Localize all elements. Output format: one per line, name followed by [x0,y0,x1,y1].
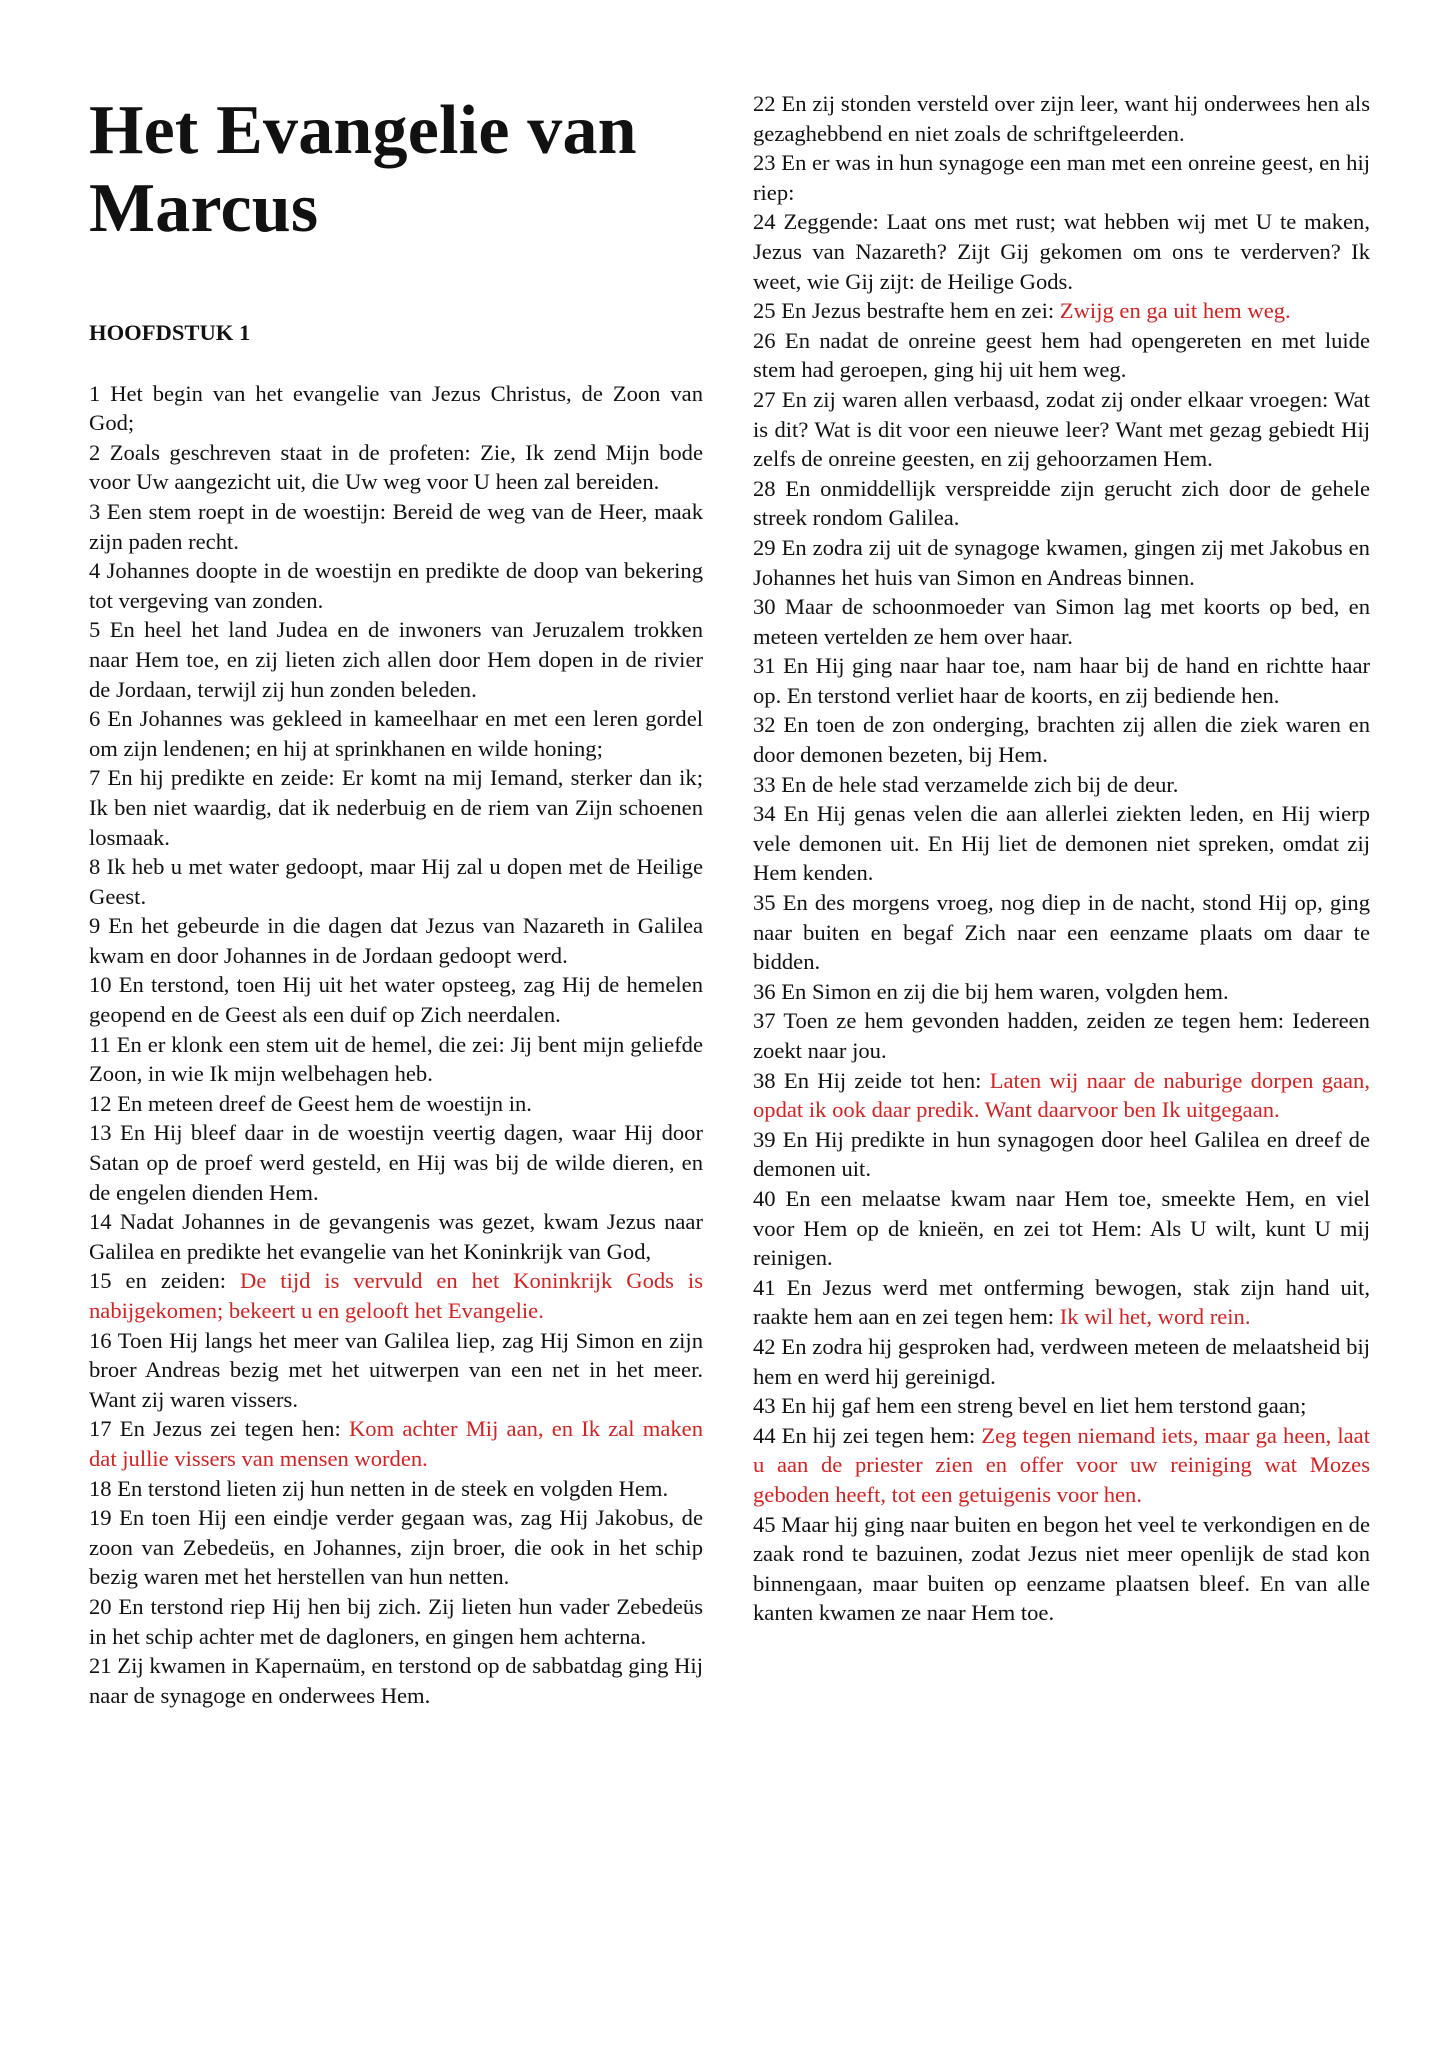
verse-number: 37 [753,1008,776,1034]
verse-text: Maar de schoonmoeder van Simon lag met koorts op bed, en meteen vertelden ze hem over haar. [753,594,1370,649]
verse-text: Toen ze hem gevonden hadden, zeiden ze tegen hem: Iedereen zoekt naar jou. [753,1008,1370,1063]
verse-text: Ik heb u met water gedoopt, maar Hij zal u dopen met de Heilige Geest. [89,854,703,909]
verse-number: 1 [89,380,101,406]
verse-text: En Simon en zij die bij hem waren, volgden hem. [781,978,1229,1004]
verse-number: 29 [753,534,776,560]
verse-23 [753,148,1370,207]
verse-44 [753,1421,1370,1510]
verse-number: 18 [89,1475,112,1501]
verse-number: 14 [89,1209,112,1235]
verse-number: 17 [89,1416,112,1442]
verse-22 [753,89,1370,148]
verse-text: En zij stonden versteld over zijn leer, want hij onderwees hen als gezaghebbend en niet zoals de schriftgeleerden. [753,91,1370,146]
verse-3 [89,497,703,556]
verse-number: 27 [753,386,776,412]
verse-text: Zoals geschreven staat in de profeten: Zie, Ik zend Mijn bode voor Uw aangezicht uit, die Uw weg voor U heen zal bereiden. [89,439,703,495]
verse-24 [753,207,1370,296]
verse-16 [89,1326,703,1415]
verse-10 [89,970,703,1029]
verse-2 [89,438,703,497]
verse-number: 2 [89,439,101,465]
verse-number: 26 [753,327,776,353]
verse-number: 39 [753,1126,776,1152]
verse-text: En terstond lieten zij hun netten in de steek en volgden Hem. [117,1475,669,1501]
verse-number: 38 [753,1067,776,1093]
verse-text: en zeiden: [125,1268,240,1294]
verse-number: 35 [753,890,776,916]
verse-text: En hij zei tegen hem: [781,1422,982,1448]
verse-21 [89,1651,703,1710]
verse-31 [753,651,1370,710]
verse-8 [89,852,703,911]
verse-text: En nadat de onreine geest hem had opengereten en met luide stem had geroepen, ging hij uit hem weg. [753,327,1370,383]
verse-number: 42 [753,1333,776,1359]
verse-text: En Hij bleef daar in de woestijn veertig dagen, waar Hij door Satan op de proef werd gesteld, en Hij was bij de wilde dieren, en de engelen dienden Hem. [89,1120,703,1205]
verse-number: 22 [753,91,776,116]
verse-text: En Jezus bestrafte hem en zei: [781,298,1060,324]
verse-28 [753,474,1370,533]
verse-number: 5 [89,617,101,643]
verse-number: 24 [753,209,776,235]
verse-12 [89,1089,703,1119]
verse-text: Nadat Johannes in de gevangenis was gezet, kwam Jezus naar Galilea en predikte het evangelie van het Koninkrijk van God, [89,1209,703,1264]
verse-34 [753,799,1370,888]
verse-number: 12 [89,1090,112,1116]
verse-11 [89,1030,703,1089]
verse-number: 3 [89,498,101,524]
verse-text: En hij predikte en zeide: Er komt na mij Iemand, sterker dan ik; Ik ben niet waardig, dat ik nederbuig en de riem van Zijn schoenen losmaak. [89,765,703,850]
chapter-heading: HOOFDSTUK 1 [89,320,251,345]
verse-text: En toen de zon onderging, brachten zij allen die ziek waren en door demonen bezeten, bij Hem. [753,712,1370,768]
verse-list-right [753,89,1370,1628]
verse-13 [89,1118,703,1207]
verse-7 [89,763,703,852]
verse-4 [89,556,703,615]
verse-number: 13 [89,1120,112,1146]
verse-42 [753,1332,1370,1391]
right-column [753,89,1370,1628]
verse-33 [753,770,1370,800]
verse-45 [753,1510,1370,1628]
verse-number: 45 [753,1511,776,1537]
verse-number: 32 [753,712,776,738]
verse-number: 41 [753,1274,776,1300]
verse-text: En zij waren allen verbaasd, zodat zij onder elkaar vroegen: Wat is dit? Wat is dit voor een nieuwe leer? Want met gezag gebiedt Hij zelfs de onreine geesten, en zij gehoorzamen Hem. [753,386,1370,472]
verse-18 [89,1474,703,1504]
verse-6 [89,704,703,763]
verse-27 [753,385,1370,474]
verse-text: En de hele stad verzamelde zich bij de deur. [781,771,1179,797]
verse-text: En er klonk een stem uit de hemel, die zei: Jij bent mijn geliefde Zoon, in wie Ik mijn welbehagen heb. [89,1031,703,1087]
verse-number: 7 [89,765,101,791]
verse-number: 44 [753,1422,776,1448]
verse-5 [89,615,703,704]
verse-38 [753,1066,1370,1125]
verse-number: 23 [753,150,776,176]
verse-14 [89,1207,703,1266]
verse-text: En zodra hij gesproken had, verdween meteen de melaatsheid bij hem en werd hij gereinigd. [753,1333,1371,1389]
verse-number: 4 [89,558,101,584]
words-of-jesus: Kom achter Mij aan, en Ik zal maken dat jullie vissers van mensen worden. [89,1416,703,1471]
verse-text: En Hij zeide tot hen: [783,1067,990,1093]
verse-number: 19 [89,1505,112,1531]
verse-43 [753,1391,1370,1421]
verse-number: 31 [753,653,776,679]
verse-text: Maar hij ging naar buiten en begon het veel te verkondigen en de zaak rond te bazuinen, zodat Jezus niet meer openlijk de stad kon binnengaan, maar buiten op eenzame plaatsen bleef. En van alle kanten kwamen ze naar Hem toe. [753,1511,1370,1626]
verse-29 [753,533,1370,592]
verse-text: En toen Hij een eindje verder gegaan was, zag Hij Jakobus, de zoon van Zebedeüs, en Johannes, zijn broer, die ook in het schip bezig waren met het herstellen van hun netten. [89,1505,703,1590]
verse-text: En des morgens vroeg, nog diep in de nacht, stond Hij op, ging naar buiten en begaf Zich naar een eenzame plaats om daar te bidden. [753,890,1370,975]
verse-40 [753,1184,1370,1273]
words-of-jesus: Zwijg en ga uit hem weg. [1059,298,1291,324]
words-of-jesus: De tijd is vervuld en het Koninkrijk Gods is nabijgekomen; bekeert u en gelooft het Evangelie. [89,1268,703,1323]
verse-list-left [89,379,703,1711]
words-of-jesus: Laten wij naar de naburige dorpen gaan, opdat ik ook daar predik. Want daarvoor ben Ik uitgegaan. [753,1067,1371,1123]
verse-text: En Hij ging naar haar toe, nam haar bij de hand en richtte haar op. En terstond verliet haar de koorts, en zij bediende hen. [753,653,1370,708]
verse-text: Zij kwamen in Kapernaüm, en terstond op de sabbatdag ging Hij naar de synagoge en onderwees Hem. [89,1653,703,1708]
verse-39 [753,1125,1370,1184]
words-of-jesus: Zeg tegen niemand iets, maar ga heen, laat u aan de priester zien en offer voor uw reiniging wat Mozes geboden heeft, tot een getuigenis voor hen. [753,1422,1370,1507]
verse-20 [89,1592,703,1651]
verse-text: En hij gaf hem een streng bevel en liet hem terstond gaan; [781,1393,1307,1419]
verse-number: 21 [89,1653,112,1679]
verse-number: 15 [89,1268,112,1294]
verse-text: En een melaatse kwam naar Hem toe, smeekte Hem, en viel voor Hem op de knieën, en zei tot Hem: Als U wilt, kunt U mij reinigen. [753,1185,1371,1271]
verse-32 [753,710,1370,769]
verse-number: 30 [753,594,776,620]
verse-19 [89,1503,703,1592]
verse-1 [89,379,703,438]
verse-text: En het gebeurde in die dagen dat Jezus van Nazareth in Galilea kwam en door Johannes in de Jordaan gedoopt werd. [89,913,704,968]
verse-25 [753,296,1370,326]
verse-text: Het begin van het evangelie van Jezus Christus, de Zoon van God; [89,380,703,436]
verse-36 [753,977,1370,1007]
verse-number: 36 [753,978,776,1004]
verse-text: Toen Hij langs het meer van Galilea liep, zag Hij Simon en zijn broer Andreas bezig met het uitwerpen van een net in het meer. Want zij waren vissers. [89,1327,703,1412]
verse-number: 8 [89,854,101,880]
verse-number: 34 [753,801,776,827]
verse-26 [753,326,1370,385]
verse-37 [753,1006,1370,1065]
verse-15 [89,1266,703,1325]
verse-number: 28 [753,475,776,501]
left-column [89,0,703,1710]
verse-number: 25 [753,298,776,324]
verse-text: En terstond, toen Hij uit het water opsteeg, zag Hij de hemelen geopend en de Geest als een duif op Zich neerdalen. [89,972,704,1028]
verse-text: Johannes doopte in de woestijn en predikte de doop van bekering tot vergeving van zonden. [89,558,703,613]
verse-number: 33 [753,771,776,797]
verse-text: En Jezus zei tegen hen: [119,1416,349,1442]
verse-number: 43 [753,1393,776,1419]
verse-text: En Hij genas velen die aan allerlei ziekten leden, en Hij wierp vele demonen uit. En Hij liet de demonen niet spreken, omdat zij Hem kenden. [753,801,1370,886]
verse-text: En er was in hun synagoge een man met een onreine geest, en hij riep: [753,150,1370,205]
verse-41 [753,1273,1370,1332]
verse-text: En zodra zij uit de synagoge kwamen, gingen zij met Jakobus en Johannes het huis van Simon en Andreas binnen. [753,534,1370,590]
verse-text: Een stem roept in de woestijn: Bereid de weg van de Heer, maak zijn paden recht. [89,498,703,554]
verse-number: 40 [753,1185,776,1211]
verse-9 [89,911,703,970]
verse-30 [753,592,1370,651]
verse-number: 16 [89,1327,112,1353]
verse-text: En Johannes was gekleed in kameelhaar en met een leren gordel om zijn lendenen; en hij at sprinkhanen en wilde honing; [89,706,703,761]
verse-17 [89,1414,703,1473]
verse-text: En onmiddellijk verspreidde zijn gerucht zich door de gehele streek rondom Galilea. [753,475,1370,531]
verse-number: 11 [89,1031,111,1057]
verse-text: En terstond riep Hij hen bij zich. Zij lieten hun vader Zebedeüs in het schip achter met de dagloners, en gingen hem achterna. [89,1593,703,1649]
verse-text: En Jezus werd met ontferming bewogen, stak zijn hand uit, raakte hem aan en zei tegen hem: [753,1274,1370,1330]
verse-number: 6 [89,706,101,732]
verse-number: 20 [89,1593,112,1619]
verse-number: 9 [89,913,101,939]
words-of-jesus: Ik wil het, word rein. [1059,1304,1251,1330]
verse-text: En heel het land Judea en de inwoners van Jeruzalem trokken naar Hem toe, en zij lieten zich allen door Hem dopen in de rivier de Jordaan, terwijl zij hun zonden beleden. [89,617,703,702]
page-title: Het Evangelie van Marcus [89,92,637,247]
verse-text: Zeggende: Laat ons met rust; wat hebben wij met U te maken, Jezus van Nazareth? Zijt Gij gekomen om ons te verderven? Ik weet, wie Gij zijt: de Heilige Gods. [753,209,1370,294]
verse-text: En Hij predikte in hun synagogen door heel Galilea en dreef de demonen uit. [753,1126,1370,1182]
verse-text: En meteen dreef de Geest hem de woestijn in. [117,1090,532,1116]
verse-35 [753,888,1370,977]
verse-number: 10 [89,972,112,998]
